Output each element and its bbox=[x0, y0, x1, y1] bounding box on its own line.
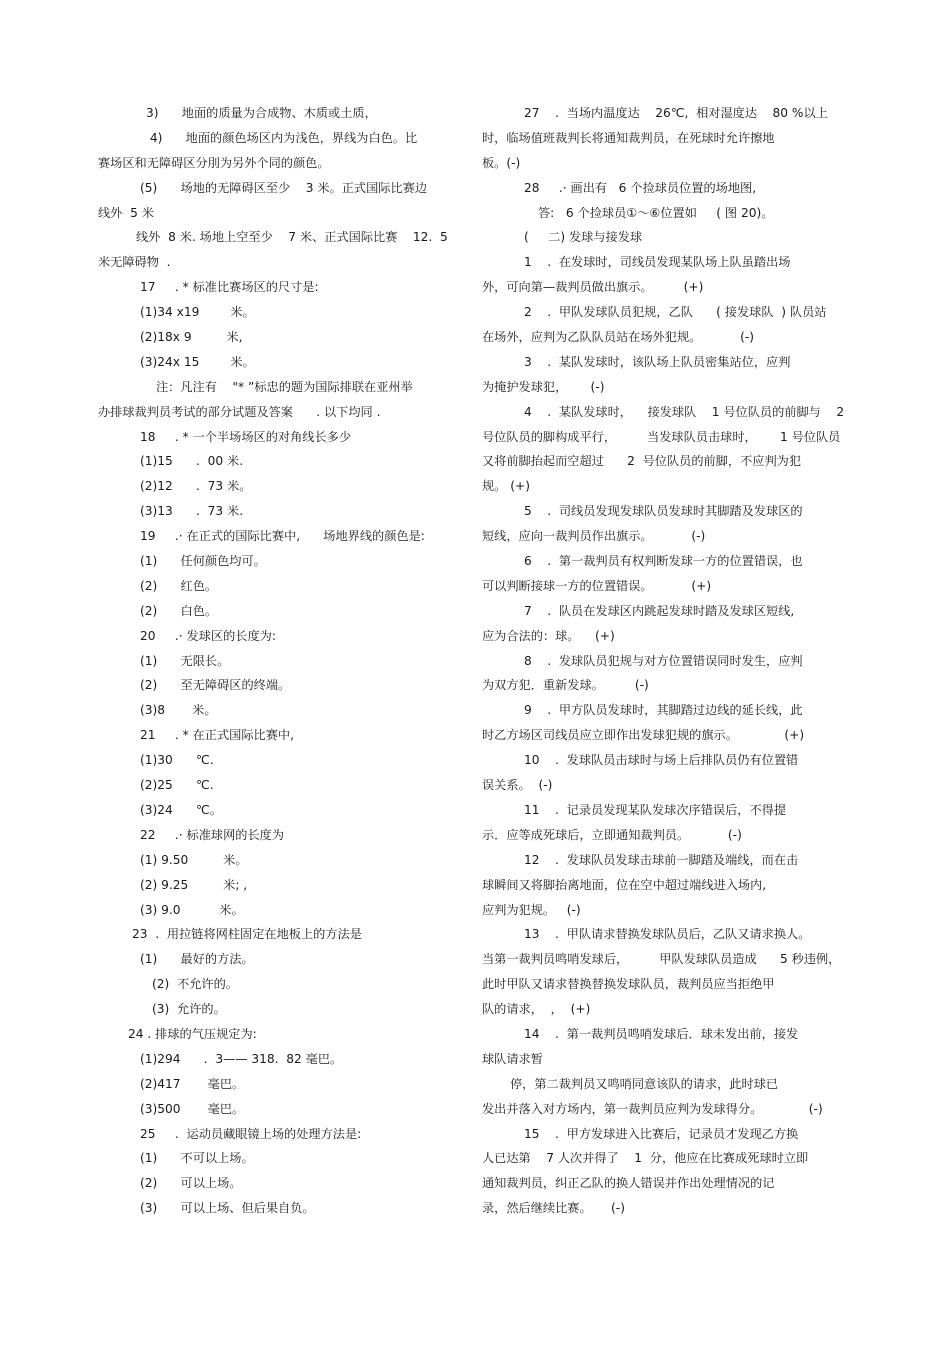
right-text-line: 规。 (+) bbox=[482, 479, 530, 494]
right-text-line: 示．应等成死球后，立即通知裁判员。 (-) bbox=[482, 827, 742, 842]
right-text-line: 为掩护发球犯， (-) bbox=[482, 379, 605, 394]
right-text-line: 28 .· 画出有 6 个捡球员位置的场地图, bbox=[524, 180, 757, 195]
left-text-line: 赛场区和无障碍区分刖为另外个同的颜色。 bbox=[98, 155, 330, 170]
left-text-line: 22 .· 标准球网的长度为 bbox=[140, 827, 285, 842]
left-text-line: 24 . 排球的气压规定为: bbox=[128, 1026, 257, 1041]
right-text-line: 3 . 某队发球时，该队场上队员密集站位，应判 bbox=[524, 354, 791, 369]
left-text-line: (2) 红色。 bbox=[140, 578, 218, 593]
right-text-line: 板。(-) bbox=[482, 155, 521, 170]
right-text-line: 答: 6 个捡球员①～⑥位置如 ( 图 20)。 bbox=[538, 205, 774, 220]
right-text-line: 录，然后继续比赛。 (-) bbox=[482, 1201, 625, 1216]
right-text-line: 在场外，应判为乙队队员站在场外犯规。 (-) bbox=[482, 330, 755, 345]
right-text-line: 12 . 发球队员发球击球前一脚踏及端线，而在击 bbox=[524, 852, 799, 867]
left-text-line: (1) 9.50 米。 bbox=[140, 852, 248, 867]
right-text-line: 此时甲队又请求替换替换发球队员，裁判员应当拒绝甲 bbox=[482, 977, 775, 992]
left-text-line: 17 . * 标准比赛场区的尺寸是: bbox=[140, 280, 319, 295]
left-text-line: (2) 至无障碍区的终端。 bbox=[140, 678, 291, 693]
right-text-line: 14 . 第一裁判员鸣哨发球后．球未发出前，接发 bbox=[524, 1026, 799, 1041]
right-text-line: 15 . 甲方发球进入比赛后，记录员才发现乙方换 bbox=[524, 1126, 799, 1141]
left-text-line: (3) 9.0 米。 bbox=[140, 902, 244, 917]
left-text-line: (1)294 . 3—— 318. 82 毫巴。 bbox=[140, 1051, 343, 1066]
right-text-line: 11 . 记录员发现某队发球次序错误后，不得提 bbox=[524, 802, 787, 817]
left-text-line: 25 . 运动员藏眼镜上场的处理方法是: bbox=[140, 1126, 362, 1141]
right-text-line: 号位队员的脚构成平行， 当发球队员击球时， 1 号位队员 bbox=[482, 429, 841, 444]
left-text-line: (3)500 毫巴。 bbox=[140, 1101, 245, 1116]
right-text-line: 27 . 当场内温度达 26℃, 相对湿度达 80 %以上 bbox=[524, 106, 828, 120]
left-text-line: 21 . * 在正式国际比赛中, bbox=[140, 728, 294, 743]
left-text-line: (2)12 . 73 米。 bbox=[140, 479, 252, 494]
left-text-line: 注：凡注有 "* ”标忠的题为国际排联在亚州举 bbox=[156, 379, 413, 394]
right-text-line: 短线，应向一裁判员作出旗示。 (-) bbox=[482, 529, 706, 544]
right-text-line: 可以判断接球一方的位置错误。 (+) bbox=[482, 578, 712, 593]
right-text-line: 外，可向第—裁判员做出旗示。 (+) bbox=[482, 280, 704, 295]
right-text-line: 6 . 第一裁判员有权判断发球一方的位置错误，也 bbox=[524, 554, 803, 569]
left-text-line: (3)8 米。 bbox=[140, 703, 217, 718]
left-text-line: 线外 8 米. 场地上空至少 7 米、正式国际比赛 12. 5 bbox=[136, 230, 448, 245]
left-text-line: (1)34 x19 米。 bbox=[140, 305, 255, 320]
right-column bbox=[482, 101, 854, 1221]
left-text-line: (1) 最好的方法。 bbox=[140, 952, 254, 967]
left-text-line: (3)24x 15 米。 bbox=[140, 354, 255, 369]
left-text-line: (3)13 . 73 米. bbox=[140, 504, 244, 519]
right-text-line: 应为合法的：球。 (+) bbox=[482, 628, 615, 643]
right-text-line: 发出并落入对方场内，第一裁判员应判为发球得分。 (-) bbox=[482, 1101, 823, 1116]
right-text-line: 误关系。 (-) bbox=[482, 778, 553, 793]
right-text-line: 队的请求， ， (+) bbox=[482, 1002, 591, 1017]
right-text-line: 13 . 甲队请求替换发球队员后，乙队又请求换人。 bbox=[524, 927, 811, 942]
right-text-line: 人已达第 7 人次并得了 1 分，他应在比赛成死球时立即 bbox=[482, 1151, 809, 1166]
left-text-line: (3) 允许的。 bbox=[152, 1002, 226, 1017]
right-text-line: 当第一裁判员鸣哨发球后， 甲队发球队员造成 5 秒违例， bbox=[482, 952, 841, 967]
left-column bbox=[98, 101, 470, 1221]
left-text-line: (1)15 . 00 米. bbox=[140, 454, 244, 469]
left-text-line: (3) 可以上场、但后果自负。 bbox=[140, 1201, 315, 1216]
right-text-line: 5 . 司线员发现发球队员发球时其脚踏及发球区的 bbox=[524, 504, 803, 519]
right-text-line: 时乙方场区司线员应立即作出发球犯规的旗示。 (+) bbox=[482, 728, 805, 743]
right-text-line: 8 . 发球队员犯规与对方位置错误同时发生，应判 bbox=[524, 653, 803, 668]
right-text-line: 球瞬间又将脚抬离地面，位在空中超过端线进入场内, bbox=[482, 877, 767, 892]
right-text-line: 2 . 甲队发球队员犯规，乙队 ( 接发球队 ) 队员站 bbox=[524, 305, 827, 320]
right-text-line: 为双方犯．重新发球。 (-) bbox=[482, 678, 649, 693]
left-text-line: 23 . 用拉链将网柱固定在地板上的方法是 bbox=[132, 927, 362, 942]
right-text-line: 7 . 队员在发球区内跳起发球时踏及发球区短线, bbox=[524, 603, 795, 618]
left-text-line: (2) 不允许的。 bbox=[152, 977, 238, 992]
left-text-line: (2) 可以上场。 bbox=[140, 1176, 242, 1191]
left-text-line: 18 . * 一个半场场区的对角线长多少 bbox=[140, 429, 352, 444]
right-text-line: 1 . 在发球时，司线员发现某队场上队虽踏出场 bbox=[524, 255, 791, 270]
right-text-line: 应判为犯规。 (-) bbox=[482, 902, 581, 917]
left-text-line: (1) 无限长。 bbox=[140, 653, 230, 668]
left-text-line: 线外 5 米 bbox=[98, 205, 154, 220]
right-text-line: 球队请求暂 bbox=[482, 1051, 543, 1066]
left-text-line: (3)24 ℃。 bbox=[140, 802, 222, 817]
left-text-line: (1) 不可以上场。 bbox=[140, 1151, 254, 1166]
right-text-line: 停，第二裁判员又鸣哨同意该队的请求，此时球已 bbox=[510, 1076, 779, 1091]
left-text-line: (2) 白色。 bbox=[140, 603, 218, 618]
left-text-line: (5) 场地的无障碍区至少 3 米。正式国际比赛边 bbox=[140, 180, 428, 195]
right-text-line: 通知裁判员，纠正乙队的换人错误并作出处理情况的记 bbox=[482, 1176, 775, 1191]
left-text-line: (2) 9.25 米; , bbox=[140, 877, 248, 892]
left-text-line: 19 .· 在正式的国际比赛中, 场地界线的颜色是: bbox=[140, 529, 425, 544]
left-text-line: (1)30 ℃. bbox=[140, 753, 214, 768]
left-text-line: 4) 地面的颜色场区内为浅色，界线为白色。比 bbox=[146, 130, 418, 145]
left-text-line: 3) 地面的质量为合成物、木质或土质， bbox=[146, 106, 377, 120]
left-text-line: 20 .· 发球区的长度为: bbox=[140, 628, 276, 643]
left-text-line: 米无障碍物 . bbox=[98, 255, 171, 270]
right-text-line: 9 . 甲方队员发球时，其脚踏过边线的延长线，此 bbox=[524, 703, 803, 718]
left-text-line: (1) 任何颜色均可。 bbox=[140, 554, 266, 569]
right-text-line: 又将前脚抬起而空超过 2 号位队员的前脚，不应判为犯 bbox=[482, 454, 802, 469]
left-text-line: 办排球裁判员考试的部分试题及答案 . 以下均同 . bbox=[98, 404, 381, 419]
right-text-line: ( 二) 发球与接发球 bbox=[524, 230, 643, 245]
left-text-line: (2)417 毫巴。 bbox=[140, 1076, 245, 1091]
left-text-line: (2)18x 9 米, bbox=[140, 330, 243, 345]
right-text-line: 4 . 某队发球时， 接发球队 1 号位队员的前脚与 2 bbox=[524, 404, 845, 419]
right-text-line: 时，临场值班裁判长将通知裁判员，在死球时允许擦地 bbox=[482, 130, 775, 145]
right-text-line: 10 . 发球队员击球时与场上后排队员仍有位置错 bbox=[524, 753, 799, 768]
left-text-line: (2)25 ℃. bbox=[140, 778, 214, 793]
